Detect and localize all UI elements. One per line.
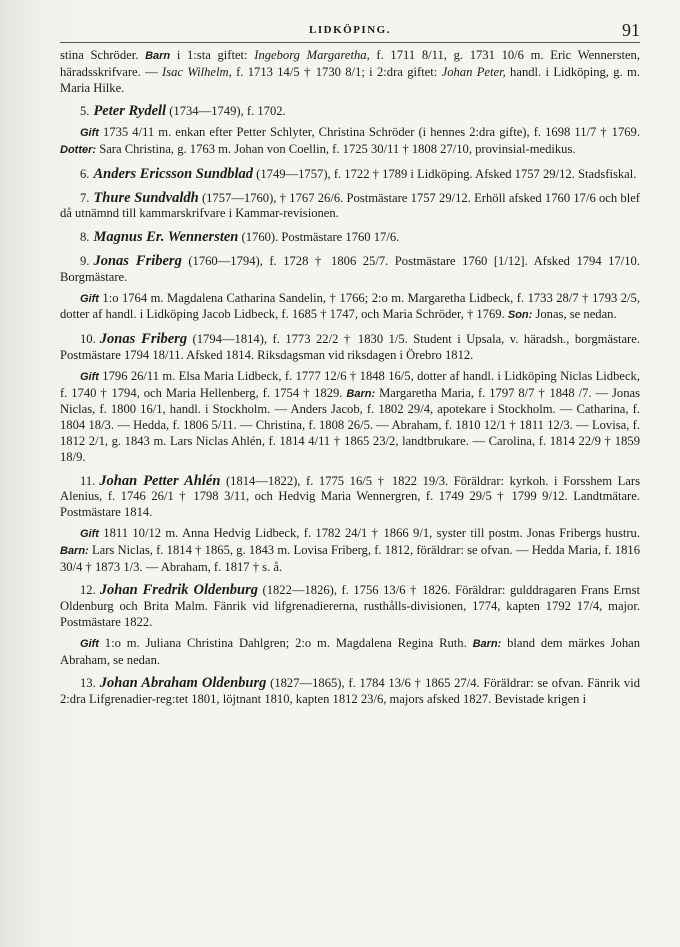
entry-head-text: (1757—1760), † 1767 26/6. Postmästare 1757 29/12. Erhöll afsked 1760 17/6 och blef då utnämnd till kammarskrifvare i Kammar-revisionen. bbox=[60, 190, 640, 221]
text-body bbox=[60, 48, 640, 713]
entry-lead-label: Gift bbox=[80, 370, 99, 383]
entry-detail-text: 1735 4/11 m. enkan efter Petter Schlyter, Christina Schröder (i hennes 2:dra gifte), f. 1698 11/7 † 1769. bbox=[98, 125, 640, 140]
entry-detail-text: bland dem märkes Johan Abraham, se nedan. bbox=[60, 635, 641, 667]
entry-details bbox=[60, 369, 640, 466]
entry-heading bbox=[60, 167, 640, 183]
entry bbox=[60, 583, 640, 668]
entry-lead-label: Barn: bbox=[472, 637, 502, 650]
entry-detail-text: Sara Christina, g. 1763 m. Johan von Coellin, f. 1725 30/11 † 1808 27/10, provinsial-medikus. bbox=[96, 141, 576, 156]
entry-heading bbox=[60, 191, 640, 223]
entry-head-text: (1734—1749), f. 1702. bbox=[166, 104, 286, 119]
entry-detail-text: Jonas, se nedan. bbox=[532, 307, 617, 322]
page-header bbox=[60, 20, 640, 43]
entry-name: Johan Fredrik Oldenburg bbox=[99, 582, 258, 599]
entry-heading bbox=[60, 332, 640, 364]
entry-number: 6. bbox=[80, 166, 90, 181]
entry-detail-text: 1811 10/12 m. Anna Hedvig Lidbeck, f. 1782 24/1 † 1866 9/1, syster till postm. Jonas Fribergs hustru. bbox=[98, 525, 640, 540]
entry-heading bbox=[60, 474, 640, 521]
entry-head-text: (1749—1757), f. 1722 † 1789 i Lidköping. Afsked 1757 29/12. Stadsfiskal. bbox=[253, 166, 637, 181]
entry bbox=[60, 254, 640, 324]
entry-head-text: (1794—1814), f. 1773 22/2 † 1830 1/5. Student i Upsala, v. häradsh., borgmästare. Postmästare 1794 18/11. Afsked 1814. Riksdagsman vid riksdagen i Örebro 1812. bbox=[60, 332, 640, 362]
entry-lead-label: Gift bbox=[80, 292, 99, 305]
entry-number: 11. bbox=[80, 473, 96, 488]
entry-number: 9. bbox=[80, 253, 90, 268]
entry-lead-label: Barn: bbox=[346, 387, 376, 400]
entry-name: Thure Sundvaldh bbox=[93, 189, 199, 206]
entry-number: 5. bbox=[80, 104, 90, 119]
intro-text-2: i 1:sta giftet: bbox=[170, 48, 255, 62]
intro-barn-label: Barn bbox=[145, 50, 171, 62]
entry-detail-text: Lars Niclas, f. 1814 † 1865, g. 1843 m. Lovisa Friberg, f. 1812, föräldrar: se ofvan. — Hedda Maria, f. 1816 30/4 † 1873 1/3. — Abraham, f. 1817 † s. å. bbox=[60, 542, 640, 574]
entry-details bbox=[60, 291, 640, 325]
entry-details bbox=[60, 526, 640, 575]
entry-heading bbox=[60, 583, 640, 630]
entry-lead-label: Barn: bbox=[60, 544, 89, 557]
entry-heading bbox=[60, 104, 640, 120]
intro-name-3: Johan Peter, bbox=[441, 64, 506, 79]
entry-lead-label: Gift bbox=[80, 127, 99, 140]
intro-text-5: handl. i Lidköping, g. m. Maria Hilke. bbox=[60, 64, 640, 95]
entry-lead-label: Gift bbox=[80, 637, 99, 650]
entry-head-text: (1814—1822), f. 1775 16/5 † 1822 19/3. Föräldrar: kyrkoh. i Forsshem Lars Alenius, f. 1746 26/1 † 1798 3/11, och Hedvig Maria Wennergren, f. 1749 29/5 † 1799 9/12. Landtmätare. Postmästare 1814. bbox=[60, 473, 640, 520]
entry-details bbox=[60, 125, 640, 159]
entry-name: Johan Petter Ahlén bbox=[99, 472, 221, 489]
entry bbox=[60, 230, 640, 246]
intro-name-2: Isac Wilhelm, bbox=[162, 64, 232, 79]
entry-head-text: (1760). Postmästare 1760 17/6. bbox=[238, 230, 400, 245]
entry-detail-text: 1:o 1764 m. Magdalena Catharina Sandelin, † 1766; 2:o m. Margaretha Lidbeck, f. 1733 28/7 † 1793 2/5, dotter af handl. i Lidköping Jacob Lidbeck, f. 1685 † 1747, och Maria Schröder, † 1769. bbox=[60, 290, 640, 322]
entry-detail-text: 1:o m. Juliana Christina Dahlgren; 2:o m. Magdalena Regina Ruth. bbox=[98, 635, 473, 650]
entry-number: 10. bbox=[80, 332, 96, 347]
entry-lead-label: Gift bbox=[80, 527, 99, 540]
entry-heading bbox=[60, 676, 640, 708]
entry-heading bbox=[60, 254, 640, 286]
entry bbox=[60, 104, 640, 158]
entry-number: 12. bbox=[80, 583, 96, 598]
entry bbox=[60, 167, 640, 183]
entry bbox=[60, 191, 640, 223]
entry-detail-text: Margaretha Maria, f. 1797 8/7 † 1848 /7. — Jonas Niclas, f. 1800 16/1, handl. i Stockholm. — Anders Jacob, f. 1802 29/4, apotekare i Stockholm. — Catharina, f. 1804 18/3. — Hedda, f. 1806 5/11. — Christina, f. 1808 26/5. — Abraham, f. 1810 12/1 † 1811 12/3. — Lovisa, f. 1812 2/1, g. 1843 m. Lars Niclas Ahlén, f. 1814 4/11 † 1865 23/2, landtbrukare. — Carolina, f. 1814 22/9 † 1859 18/9. bbox=[60, 385, 640, 464]
entry-number: 8. bbox=[80, 230, 90, 245]
intro-paragraph bbox=[60, 48, 640, 96]
page-number: 91 bbox=[622, 20, 640, 40]
entry-name: Johan Abraham Oldenburg bbox=[99, 675, 267, 692]
intro-text-4: f. 1713 14/5 † 1730 8/1; i 2:dra giftet: bbox=[231, 64, 442, 79]
entry-head-text: (1760—1794), f. 1728 † 1806 25/7. Postmästare 1760 [1/12]. Afsked 1794 17/10. Borgmästare. bbox=[60, 253, 640, 284]
intro-name-1: Ingeborg Margaretha, bbox=[254, 48, 370, 62]
entry bbox=[60, 676, 640, 708]
entries-list bbox=[60, 104, 640, 708]
entry-name: Anders Ericsson Sundblad bbox=[93, 165, 254, 182]
entry bbox=[60, 332, 640, 465]
entry bbox=[60, 474, 640, 576]
entry-name: Peter Rydell bbox=[93, 103, 167, 120]
entry-number: 13. bbox=[80, 676, 96, 691]
entry-head-text: (1827—1865), f. 1784 13/6 † 1865 27/4. Föräldrar: se ofvan. Fänrik vid 2:dra Lifgrenadier-reg:tet 1801, löjtnant 1810, kapten 1812 23/6, majors afsked 1827. Bevistade krigen i bbox=[60, 676, 640, 707]
entry-name: Jonas Friberg bbox=[99, 331, 188, 348]
entry-name: Magnus Er. Wennersten bbox=[93, 229, 239, 246]
intro-text-1: stina Schröder. bbox=[60, 48, 146, 62]
entry-name: Jonas Friberg bbox=[93, 252, 182, 269]
entry-heading bbox=[60, 230, 640, 246]
entry-number: 7. bbox=[80, 190, 90, 205]
entry-lead-label: Son: bbox=[507, 309, 533, 322]
running-head: LIDKÖPING. bbox=[309, 24, 391, 36]
intro-text-3: f. 1711 8/11, g. 1731 10/6 m. Eric Wennersten, häradsskrifvare. — bbox=[60, 48, 640, 79]
entry-details bbox=[60, 636, 640, 669]
entry-lead-label: Dotter: bbox=[60, 143, 97, 156]
entry-head-text: (1822—1826), f. 1756 13/6 † 1826. Föräldrar: gulddragaren Frans Ernst Oldenburg och Brita Malm. Fänrik vid lifgrenadiererna, rusthålls-divisionen, 1774, kapten 1792 17/4, major. Postmästare 1822. bbox=[60, 583, 640, 629]
entry-detail-text: 1796 26/11 m. Elsa Maria Lidbeck, f. 1777 12/6 † 1848 16/5, dotter af handl. i Lidköping Niclas Lidbeck, f. 1740 † 1794, och Maria Hellenberg, f. 1754 † 1829. bbox=[60, 368, 640, 400]
